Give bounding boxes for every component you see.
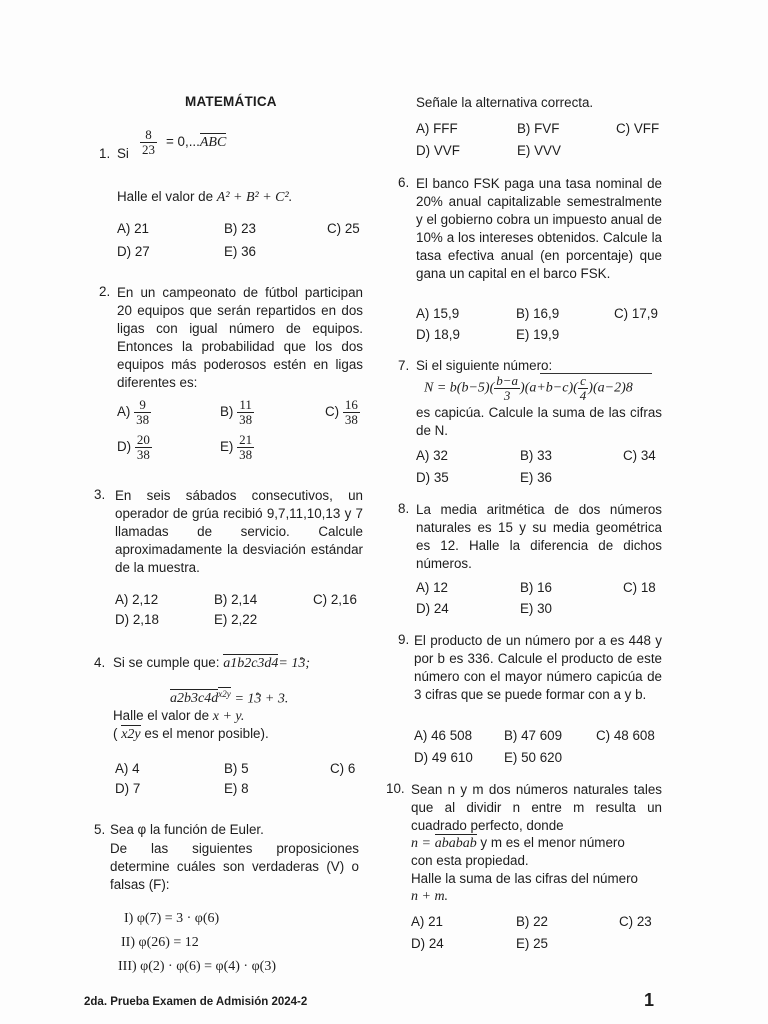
option-d: D) 27 [117,244,150,259]
q4-line3-expr: x + y. [212,709,245,724]
q10-line-halle: Halle la suma de las cifras del número [411,871,639,886]
option-e: E) 50 620 [504,750,563,765]
option-label: B) [220,404,234,420]
q1-rhs-over: ABC [199,135,227,150]
option-e: E) VVV [517,143,561,158]
option-a: A) 12 [416,580,449,595]
option-c: C) 17,9 [614,306,658,321]
option-b: B) 16 [520,580,553,595]
question-number: 2. [99,284,111,299]
q4-line4 [113,726,269,743]
q1-rhs-text: = 0,... [166,134,200,149]
option-d: D) 18,9 [416,327,460,342]
q1-fraction [140,128,157,157]
option-label: A) [117,404,131,420]
option-c [325,398,360,427]
option-e [220,433,254,462]
q4-line4-open: ( [113,726,118,741]
option-c: C) 6 [330,761,356,776]
q7-equation: N = b(b−5)( $\frac{b-a}{3}$ )(a+b−c)( $\frac{c}{4}$ )(a−2)8 [424,373,633,403]
q10-rest: y m es el menor número [480,835,625,850]
option-a: A) 4 [115,761,140,776]
proposition-3: III) φ(2) · φ(6) = φ(4) · φ(3) [118,959,276,974]
option-num: 16 [344,397,358,412]
option-b: B) 2,14 [214,592,258,607]
option-den: 38 [136,447,150,462]
proposition-2: II) φ(26) = 12 [121,935,199,950]
option-den: 38 [239,447,253,462]
page-number: 1 [644,990,655,1010]
q4-line3-text: Halle el valor de [113,708,210,723]
q4-line4-rest: es el menor posible). [144,726,269,741]
q7-f2-den: 4 [579,388,587,403]
question-text: es capicúa. Calcule la suma de las cifras de N. [416,405,662,438]
q5-line1: Sea φ la función de Euler. [110,822,264,837]
q4-line2 [170,689,288,707]
option-e: E) 19,9 [516,327,560,342]
option-num: 21 [239,432,253,447]
option-num: 11 [237,398,254,413]
option-d: D) 24 [416,601,449,616]
q7-f1-num: b−a [496,373,519,388]
option-num: 20 [136,432,150,447]
option-e: E) 2,22 [214,612,258,627]
option-c: C) 34 [623,448,656,463]
q1-frac-den: 23 [142,142,155,157]
option-b: B) FVF [517,121,560,136]
option-d: D) 35 [416,470,449,485]
option-label: E) [220,439,234,455]
proposition-1: I) φ(7) = 3 · φ(6) [124,911,220,926]
question-number: 1. [99,146,111,161]
option-a: A) 15,9 [416,306,460,321]
option-d: D) 7 [115,781,141,796]
option-b: B) 23 [224,221,257,236]
question-text: De las siguientes proposiciones determine cuáles son verdaderas (V) o falsas (F): [110,841,359,892]
option-den: 38 [344,412,358,427]
option-a: A) FFF [416,121,458,136]
option-a: A) 21 [117,221,150,236]
q7-lead-text: Si el siguiente número: [416,358,553,373]
q10-line-n [411,835,625,852]
option-a: A) 21 [411,914,444,929]
q1-text [117,189,292,206]
q4-eq1-over: a1b2c3d4 [223,656,279,671]
option-c: C) 2,16 [313,592,357,607]
question-number: 7. [398,358,410,373]
q1-text-lead: Halle el valor de [117,189,214,204]
q4-lead: Si se cumple que: [113,655,220,670]
q1-expr: A² + B² + C². [216,190,293,205]
q4-line1 [113,655,310,672]
question-number: 9. [398,632,410,647]
q10-line-expr: n + m. [411,889,449,904]
q4-line4-over: x2y [121,727,141,742]
question-number: 10. [386,781,405,796]
option-b: B) 33 [520,448,553,463]
option-label: D) [117,439,132,455]
q7-f2-num: c [578,374,589,389]
q4-line3 [113,708,244,725]
question-text: En un campeonato de fútbol participan 20 equipos que serán repartidos en dos ligas con igual número de equipos. Entonces la probabilidad que los dos equipos más poderosos estén en ligas diferentes es: [117,285,363,390]
option-d: D) 24 [411,936,444,951]
q1-rhs [166,134,226,151]
question-text: La media aritmética de dos números naturales es 15 y su media geométrica es 12. Halle la diferencia de dichos números. [416,502,662,571]
option-a [117,398,151,427]
option-a: A) 46 508 [414,728,473,743]
question-number: 4. [94,655,106,670]
option-c: C) 48 608 [596,728,655,743]
q4-eq2-rhs: = 1̊3 + 3. [234,691,289,707]
option-d [117,433,152,462]
option-b: B) 16,9 [516,306,560,321]
question-text: El banco FSK paga una tasa nominal de 20% anual capitalizable semestralmente y el gobierno cobra un impuesto anual de 10% a los intereses obtenidos. Calcule la tasa efectiva anual (en porcentaje) que gana un capital en el barco FSK. [416,176,662,281]
q10-n: n = [411,836,431,851]
option-den: 38 [136,412,150,427]
option-e: E) 25 [516,936,549,951]
q7-eq-a: N = b(b−5) [424,380,490,396]
q7-eq-c: (a−2)8 [592,380,633,396]
question-number: 8. [398,501,410,516]
option-e: E) 36 [224,244,257,259]
option-e: E) 8 [224,781,249,796]
option-den: 38 [239,412,253,427]
option-a: A) 2,12 [115,592,159,607]
q7-lead [416,358,552,373]
q4-eq2-sup: x2y [218,689,231,699]
option-label: C) [325,404,340,420]
footer-exam-name: 2da. Prueba Examen de Admisión 2024-2 [84,996,308,1008]
option-c: C) 18 [623,580,656,595]
question-number: 6. [398,175,410,190]
option-d: D) 2,18 [115,612,159,627]
question-text: El producto de un número por a es 448 y por b es 336. Calcule el producto de este número con el mayor número capicúa de 3 cifras que se puede formar con a y b. [414,633,662,702]
option-b: B) 22 [516,914,549,929]
question-number: 5. [94,822,106,837]
question-number: 3. [94,487,106,502]
option-e: E) 36 [520,470,553,485]
q1-frac-num: 8 [140,128,157,143]
option-b: B) 47 609 [504,728,563,743]
q4-eq1-rhs: = 1̊3; [278,656,311,671]
option-b [220,398,254,427]
q1-si: Si [117,146,129,161]
option-c: C) VFF [616,121,660,136]
option-a: A) 32 [416,448,449,463]
q4-eq2-over: a2b3c4d [170,691,219,707]
page-title: MATEMÁTICA [185,94,277,109]
option-d: D) VVF [416,143,460,158]
question-text: Sean n y m dos números naturales tales que al dividir n entre m resulta un cuadrado perfecto, donde [411,782,662,833]
option-c: C) 25 [327,221,360,236]
q7-f1-den: 3 [503,388,511,403]
q10-over: ababab [434,836,477,851]
question-text: En seis sábados consecutivos, un operador de grúa recibió 9,7,11,10,13 y 7 llamadas de servicio. Calcule aproximadamente la desviación estándar de la muestra. [115,488,363,575]
option-d: D) 49 610 [414,750,473,765]
option-c: C) 23 [619,914,652,929]
question-text: Señale la alternativa correcta. [416,95,594,110]
option-b: B) 5 [224,761,249,776]
q7-eq-b: (a+b−c) [524,380,574,396]
option-e: E) 30 [520,601,553,616]
q10-line-after: con esta propiedad. [411,853,529,868]
option-num: 9 [134,398,151,413]
